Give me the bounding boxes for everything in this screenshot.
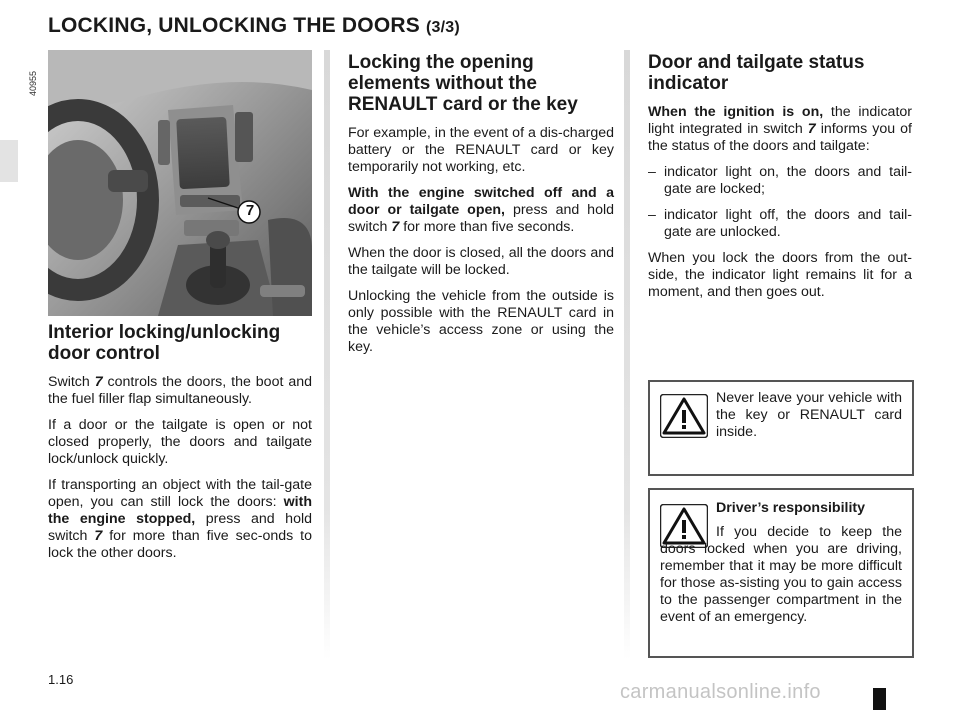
corner-marker <box>873 688 886 710</box>
warning-heading: Driver’s responsibility <box>716 500 866 516</box>
paragraph: When the door is closed, all the doors and the tailgate will be locked. <box>348 245 614 278</box>
page-title-suffix: (3/3) <box>425 19 460 36</box>
dashboard-illustration <box>48 50 312 316</box>
photo-reference-code: 40955 <box>28 70 38 96</box>
section-heading-locking-without-card: Locking the opening elements without the RENAULT card or the key <box>348 52 578 115</box>
chapter-tab <box>0 140 18 182</box>
section-heading-interior-locking: Interior locking/unlocking door control <box>48 322 281 364</box>
paragraph: If a door or the tailgate is open or not closed properly, the doors and tailgate lock/unlock quickly. <box>48 417 312 467</box>
column-middle <box>348 52 614 365</box>
page-title: LOCKING, UNLOCKING THE DOORS (3/3) <box>48 14 460 37</box>
switch-number: 7 <box>94 374 103 390</box>
list-item: – indicator light off, the doors and tail-gate are unlocked. <box>648 207 912 240</box>
paragraph: When you lock the doors from the out-side, the indicator light remains lit for a moment, and then goes out. <box>648 250 912 300</box>
section-heading-status-indicator: Door and tailgate status indicator <box>648 52 865 94</box>
warning-text: Never leave your vehicle with the key or RENAULT card inside. <box>716 390 902 440</box>
paragraph: For example, in the event of a dis-charged battery or the RENAULT card or key temporarily not working, etc. <box>348 125 614 175</box>
paragraph: When the ignition is on, the indicator light integrated in switch 7 informs you of the status of the doors and tailgate: <box>648 104 913 154</box>
dashboard-photo <box>48 50 312 316</box>
warning-triangle-icon <box>660 394 708 438</box>
dash-bullet: – <box>648 164 656 180</box>
column-left <box>48 322 312 571</box>
paragraph: Unlocking the vehicle from the outside is only possible with the RENAULT card in the vehicle’s access zone or using the key. <box>348 288 614 355</box>
watermark: carmanualsonline.info <box>620 681 821 703</box>
paragraph: Switch 7 controls the doors, the boot and the fuel filler flap simultaneously. <box>48 374 312 407</box>
switch-number: 7 <box>391 219 400 235</box>
dash-bullet: – <box>648 207 656 223</box>
list-item: – indicator light on, the doors and tail-gate are locked; <box>648 164 912 197</box>
paragraph: With the engine switched off and a door or tailgate open, press and hold switch 7 for more than five seconds. <box>348 185 614 235</box>
warning-text: If you decide to keep the doors locked when you are driving, remember that it may be more difficult for those as-sisting you to gain access to the passenger compartment in the event of an emergency. <box>660 524 902 625</box>
column-right <box>648 52 912 310</box>
column-divider-1 <box>324 50 330 660</box>
page-number: 1.16 <box>48 672 74 687</box>
paragraph: If transporting an object with the tail-gate open, you can still lock the doors: with the engine stopped, press and hold switch 7 for more than five sec-onds to lock the other doors. <box>48 477 313 561</box>
column-divider-2 <box>624 50 630 660</box>
callout-number-7: 7 <box>245 202 255 219</box>
warning-box-key-inside <box>648 380 914 476</box>
switch-number: 7 <box>807 121 816 137</box>
warning-box-driver-responsibility <box>648 488 914 658</box>
switch-number: 7 <box>94 528 103 544</box>
